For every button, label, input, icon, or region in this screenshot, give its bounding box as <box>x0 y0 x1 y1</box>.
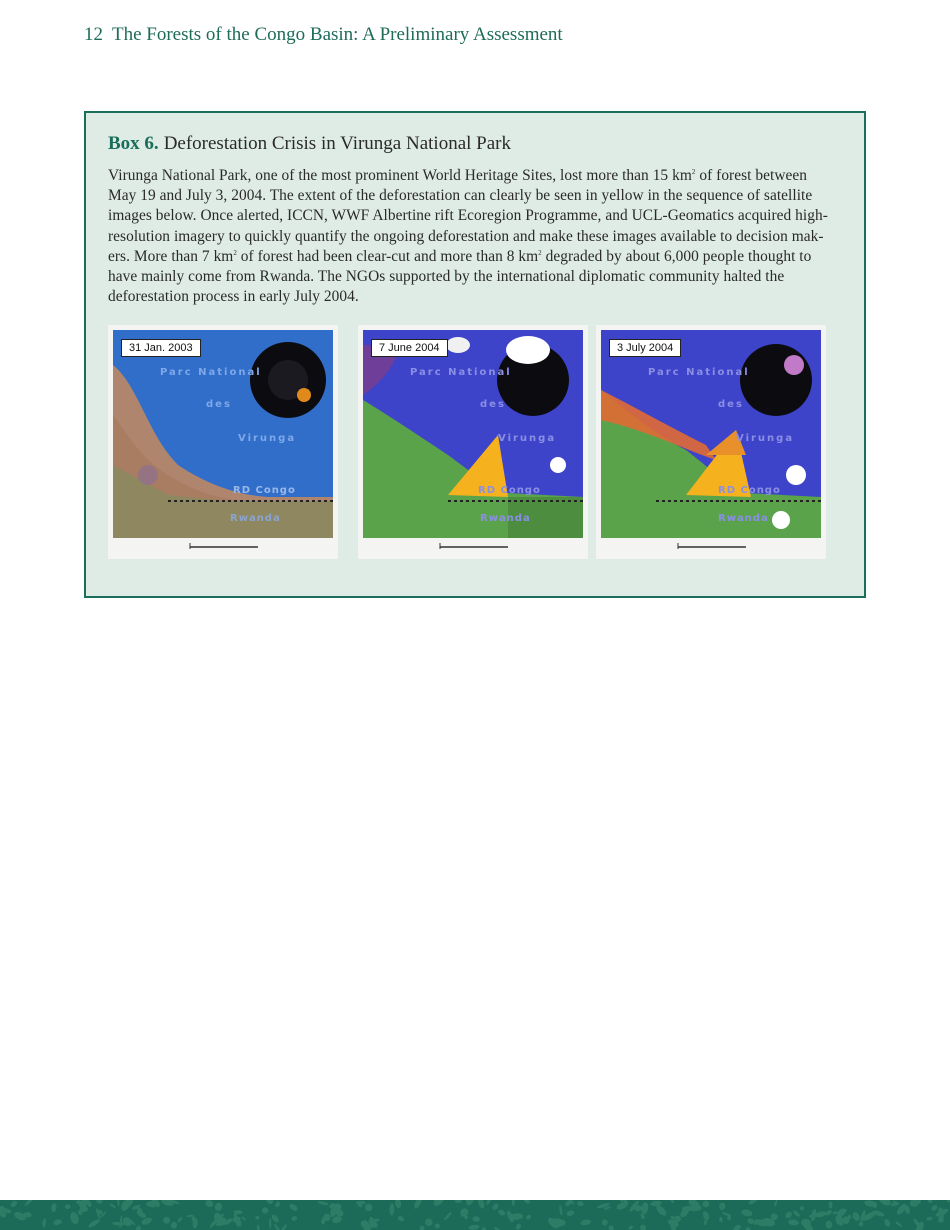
body-text: of forest between <box>695 167 808 184</box>
body-line: May 19 and July 3, 2004. The extent of the deforestation can clearly be seen in yellow in the sequence of satellite <box>108 187 813 205</box>
body-text: degraded by about 6,000 people thought to <box>541 247 812 265</box>
map-label-text: Parc National <box>410 367 512 378</box>
superscript: 2 <box>691 168 696 176</box>
body-line: resolution imagery to quickly quantify the ongoing deforestation and make these images available to decision mak- <box>108 227 824 245</box>
map-label-text: des <box>480 399 506 410</box>
date-label: 31 Jan. 2003 <box>121 339 201 357</box>
map-label-text: Rwanda <box>230 513 281 524</box>
map-label-text: RD Congo <box>718 485 781 496</box>
map-label-text: des <box>206 399 232 410</box>
map-label-text: Virunga <box>238 433 297 444</box>
body-line <box>108 247 850 267</box>
map-label-text: Virunga <box>498 433 557 444</box>
satellite-map-graphic <box>108 325 338 559</box>
body-line: images below. Once alerted, ICCN, WWF Albertine rift Ecoregion Programme, and UCL-Geomatics acquired high- <box>108 207 828 225</box>
body-text: ers. More than 7 km <box>108 247 234 265</box>
body-text: of forest had been clear-cut and more than 8 km <box>236 247 539 265</box>
map-label-text: Rwanda <box>480 513 531 524</box>
satellite-image-1 <box>108 325 338 559</box>
map-label-text: Rwanda <box>718 513 769 524</box>
satellite-map-graphic <box>358 325 588 559</box>
leaf-shape <box>269 1218 271 1229</box>
superscript: 2 <box>538 248 542 257</box>
leaf-pattern-decoration <box>0 1200 950 1230</box>
footer-leaf-band <box>0 1200 950 1230</box>
satellite-image-3 <box>596 325 826 559</box>
body-line <box>108 166 850 186</box>
date-label: 3 July 2004 <box>609 339 681 357</box>
body-text: Virunga National Park, one of the most prominent World Heritage Sites, lost more than 15 km <box>108 167 692 184</box>
superscript: 2 <box>233 248 237 257</box>
box-body-text <box>108 166 850 307</box>
map-label-text: Virunga <box>736 433 795 444</box>
satellite-image-2 <box>358 325 588 559</box>
box-6 <box>84 111 866 598</box>
body-line: have mainly come from Rwanda. The NGOs supported by the international diplomatic community halted the <box>108 268 785 286</box>
map-label-text: Parc National <box>648 367 750 378</box>
map-label-text: Parc National <box>160 367 262 378</box>
map-label-text: des <box>718 399 744 410</box>
map-label-text: RD Congo <box>478 485 541 496</box>
date-label: 7 June 2004 <box>371 339 448 357</box>
running-head <box>84 24 563 46</box>
box-title <box>108 133 511 155</box>
map-label-text: RD Congo <box>233 485 296 496</box>
satellite-map-graphic <box>596 325 826 559</box>
box-label: Box 6. <box>108 133 159 154</box>
page-number: 12 <box>84 24 103 45</box>
running-title: The Forests of the Congo Basin: A Preliminary Assessment <box>112 24 563 45</box>
body-line: deforestation process in early July 2004. <box>108 288 359 306</box>
box-heading: Deforestation Crisis in Virunga National Park <box>163 133 511 154</box>
